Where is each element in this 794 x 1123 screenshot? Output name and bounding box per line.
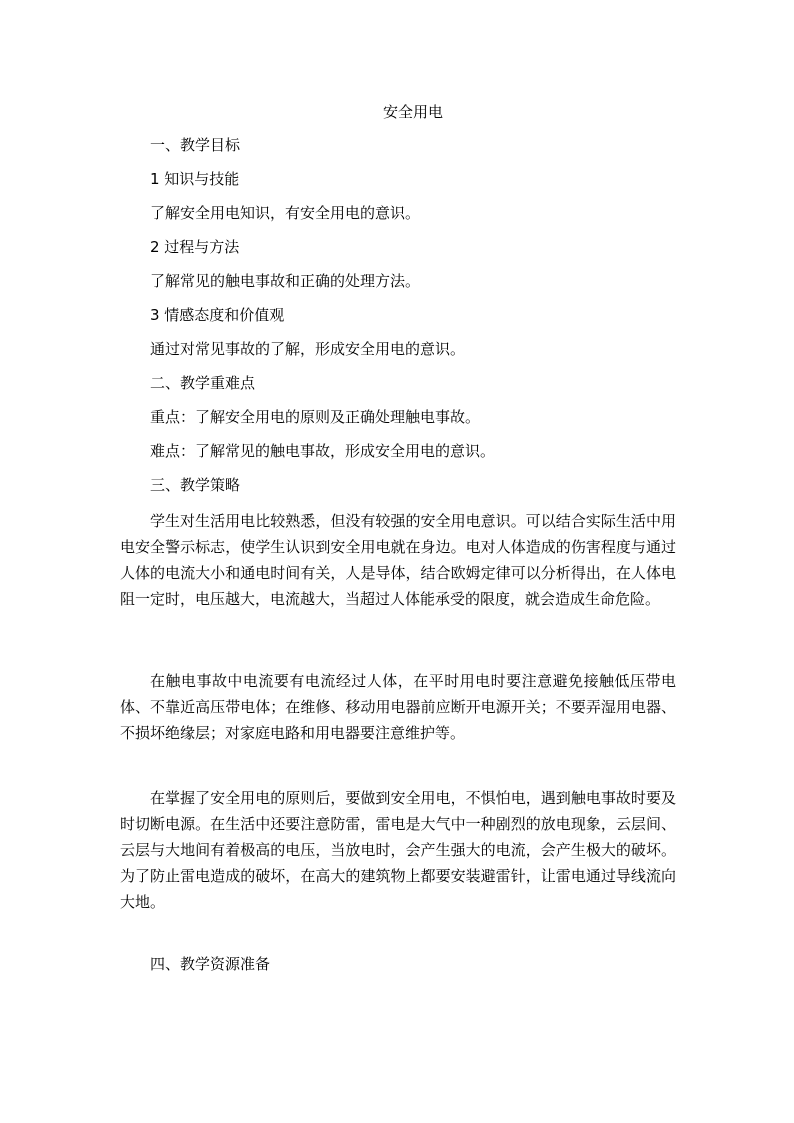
subheading-attitude-values: 3 情感态度和价值观 (150, 306, 285, 324)
text-difficult-point: 难点：了解常见的触电事故，形成安全用电的意识。 (150, 442, 496, 460)
heading-key-difficult-points: 二、教学重难点 (150, 374, 256, 392)
text-knowledge-skills: 了解安全用电知识，有安全用电的意识。 (150, 204, 421, 222)
subheading-knowledge-skills: 1 知识与技能 (150, 170, 240, 188)
paragraph-strategy-2: 在触电事故中电流要有电流经过人体，在平时用电时要注意避免接触低压带电体、不靠近高压带电体；在维修、移动用电器前应断开电源开关；不要弄湿用电器、不损坏绝缘层；对家庭电路和用电器要注意维护等。 (120, 672, 676, 742)
heading-teaching-strategy: 三、教学策略 (150, 476, 241, 494)
text-process-methods: 了解常见的触电事故和正确的处理方法。 (150, 272, 421, 290)
heading-teaching-objectives: 一、教学目标 (150, 136, 241, 154)
heading-teaching-resources: 四、教学资源准备 (150, 955, 271, 973)
text-attitude-values: 通过对常见事故的了解，形成安全用电的意识。 (150, 340, 466, 358)
document-title: 安全用电 (382, 103, 443, 121)
paragraph-strategy-3: 在掌握了安全用电的原则后，要做到安全用电，不惧怕电，遇到触电事故时要及时切断电源。在生活中还要注意防雷，雷电是大气中一种剧烈的放电现象，云层间、云层与大地间有着极高的电压，当放电时，会产生强大的电流，会产生极大的破坏。为了防止雷电造成的破坏，在高大的建筑物上都要安装避雷针，让雷电通过导线流向大地。 (120, 789, 676, 911)
text-key-point: 重点：了解安全用电的原则及正确处理触电事故。 (150, 408, 481, 426)
subheading-process-methods: 2 过程与方法 (150, 238, 240, 256)
paragraph-strategy-1: 学生对生活用电比较熟悉，但没有较强的安全用电意识。可以结合实际生活中用电安全警示标志，使学生认识到安全用电就在身边。电对人体造成的伤害程度与通过人体的电流大小和通电时间有关，人是导体，结合欧姆定律可以分析得出，在人体电阻一定时，电压越大，电流越大，当超过人体能承受的限度，就会造成生命危险。 (120, 512, 676, 608)
